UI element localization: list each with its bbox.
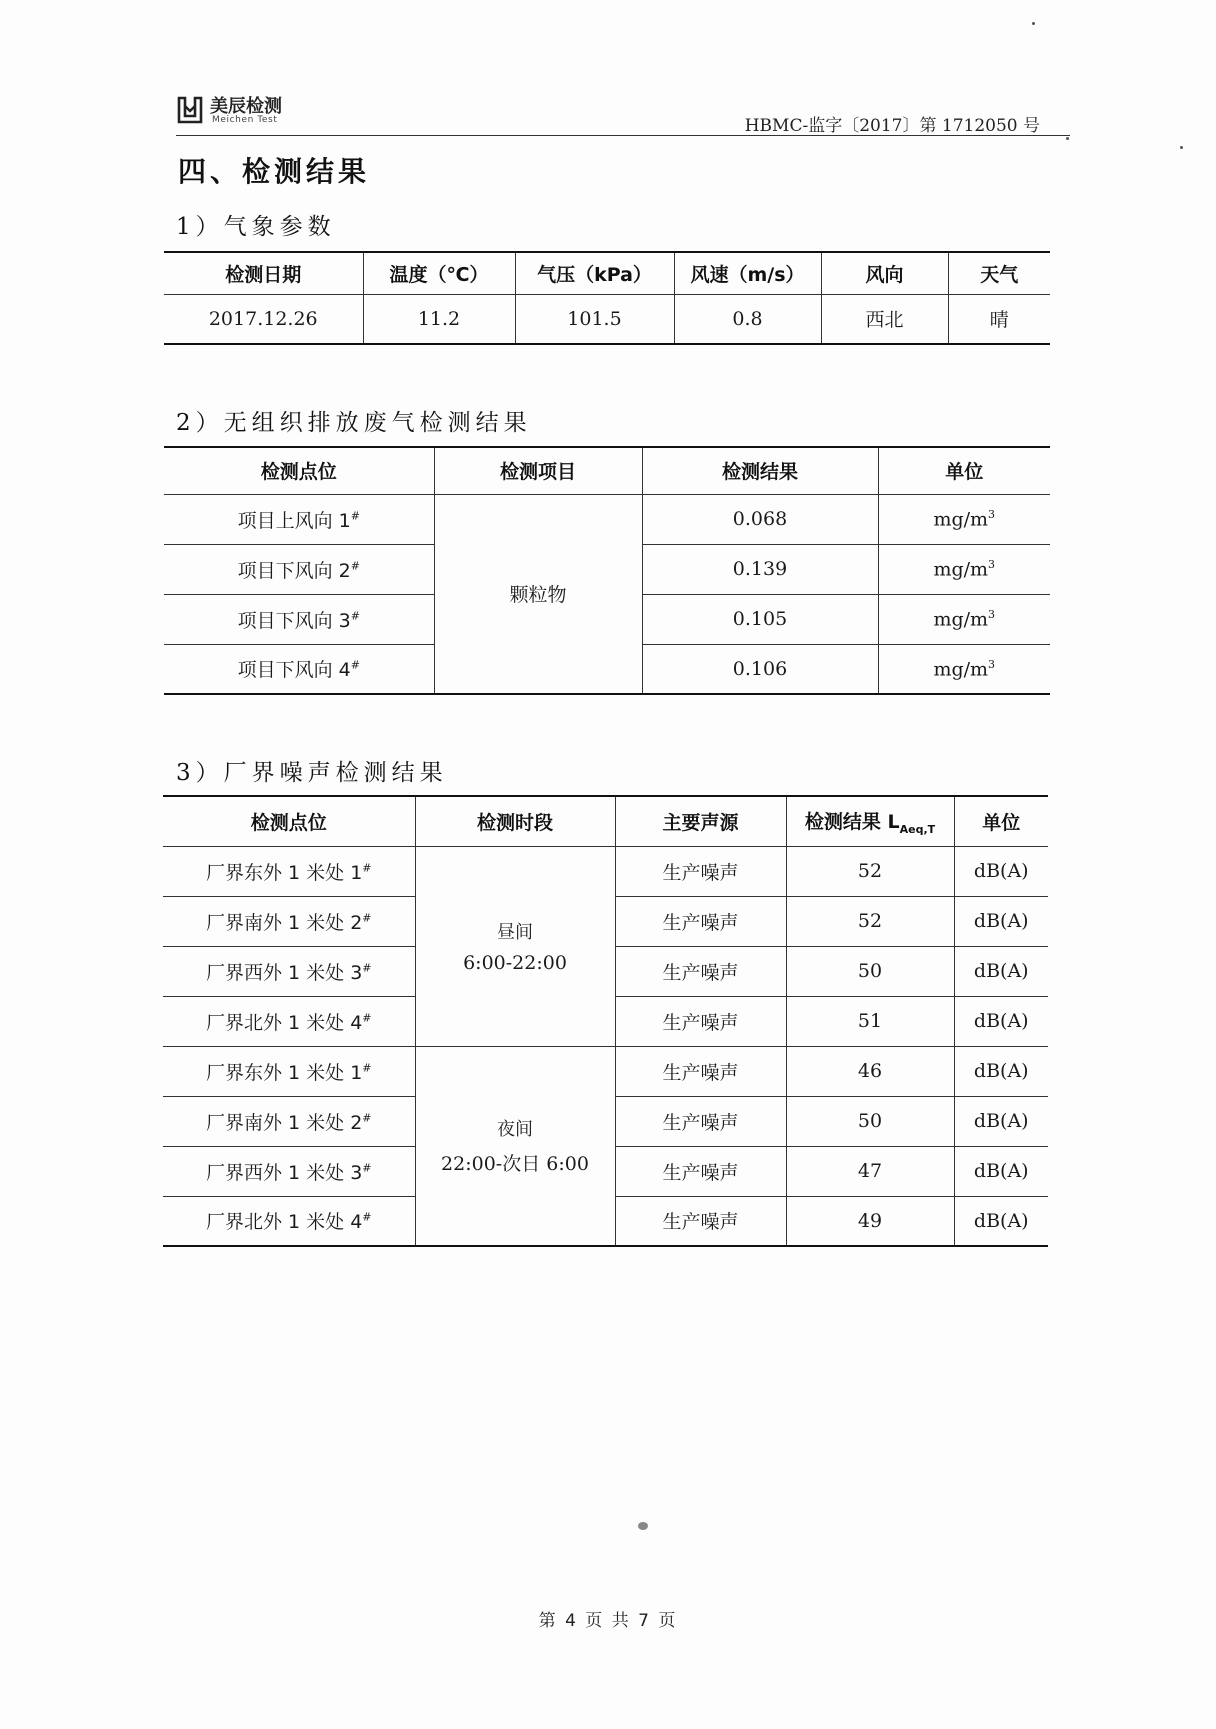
emission-point: 项目下风向 3# <box>164 594 434 644</box>
emission-header-unit: 单位 <box>878 447 1050 494</box>
night-period-label: 夜间 <box>497 1119 533 1141</box>
noise-result: 50 <box>786 946 954 996</box>
brand-logo <box>176 94 296 128</box>
noise-unit: dB(A) <box>954 996 1048 1046</box>
night-period-time: 22:00-次日 6:00 <box>441 1153 589 1176</box>
noise-result: 52 <box>786 846 954 896</box>
emission-result: 0.139 <box>642 544 878 594</box>
meteo-weather: 晴 <box>948 294 1050 344</box>
emission-result: 0.068 <box>642 494 878 544</box>
noise-unit: dB(A) <box>954 1046 1048 1096</box>
noise-source: 生产噪声 <box>615 1046 786 1096</box>
noise-result: 50 <box>786 1096 954 1146</box>
brand-mark-icon <box>176 94 204 126</box>
meteo-header-weather: 天气 <box>948 252 1050 294</box>
noise-result: 47 <box>786 1146 954 1196</box>
noise-period-night <box>415 1046 615 1246</box>
noise-header-unit: 单位 <box>954 796 1048 846</box>
brand-name-cn: 美辰检测 <box>210 96 282 117</box>
emission-header-point: 检测点位 <box>164 447 434 494</box>
day-period-time: 6:00-22:00 <box>463 952 567 974</box>
noise-header-source: 主要声源 <box>615 796 786 846</box>
section-title: 四、检测结果 <box>178 155 371 188</box>
noise-period-day <box>415 846 615 1046</box>
noise-source: 生产噪声 <box>615 1196 786 1246</box>
noise-result: 52 <box>786 896 954 946</box>
header-divider <box>176 135 1070 136</box>
noise-header-period: 检测时段 <box>415 796 615 846</box>
emission-point: 项目上风向 1# <box>164 494 434 544</box>
noise-point: 厂界东外 1 米处 1# <box>163 846 415 896</box>
noise-result: 51 <box>786 996 954 1046</box>
meteo-header-temperature: 温度（℃） <box>363 252 515 294</box>
page-number: 第 4 页 共 7 页 <box>538 1611 678 1631</box>
noise-table <box>163 795 1048 1247</box>
table-row <box>163 1046 1048 1096</box>
meteo-header-wind-speed: 风速（m/s） <box>674 252 821 294</box>
brand-name-en: Meichen Test <box>212 115 278 125</box>
noise-unit: dB(A) <box>954 896 1048 946</box>
emission-unit: $mg/m^3$ <box>878 494 1050 544</box>
meteo-title: 1）气象参数 <box>176 214 336 240</box>
day-period-label: 昼间 <box>497 922 533 943</box>
table-row <box>163 846 1048 896</box>
meteo-pressure: 101.5 <box>515 294 674 344</box>
noise-source: 生产噪声 <box>615 946 786 996</box>
noise-point: 厂界南外 1 米处 2# <box>163 896 415 946</box>
noise-title: 3）厂界噪声检测结果 <box>176 760 448 786</box>
emission-result: 0.106 <box>642 644 878 694</box>
meteo-header-wind-direction: 风向 <box>821 252 948 294</box>
emission-unit: $mg/m^3$ <box>878 544 1050 594</box>
noise-unit: dB(A) <box>954 1096 1048 1146</box>
meteo-date: 2017.12.26 <box>164 294 363 344</box>
emission-point: 项目下风向 4# <box>164 644 434 694</box>
noise-unit: dB(A) <box>954 846 1048 896</box>
noise-source: 生产噪声 <box>615 1096 786 1146</box>
noise-point: 厂界西外 1 米处 3# <box>163 1146 415 1196</box>
noise-point: 厂界南外 1 米处 2# <box>163 1096 415 1146</box>
noise-point: 厂界西外 1 米处 3# <box>163 946 415 996</box>
meteo-row <box>164 294 1050 344</box>
emission-table <box>164 446 1050 695</box>
noise-point: 厂界东外 1 米处 1# <box>163 1046 415 1096</box>
emission-result: 0.105 <box>642 594 878 644</box>
noise-source: 生产噪声 <box>615 996 786 1046</box>
emission-point: 项目下风向 2# <box>164 544 434 594</box>
emission-header-result: 检测结果 <box>642 447 878 494</box>
emission-item: 颗粒物 <box>434 494 642 694</box>
emission-unit: $mg/m^3$ <box>878 644 1050 694</box>
meteo-table <box>164 251 1050 345</box>
emission-header-item: 检测项目 <box>434 447 642 494</box>
scan-speck <box>1066 137 1069 140</box>
noise-result: 49 <box>786 1196 954 1246</box>
meteo-wind-direction: 西北 <box>821 294 948 344</box>
noise-header-result: 检测结果 $L_{Aeq,T}$ <box>786 796 954 846</box>
noise-unit: dB(A) <box>954 1146 1048 1196</box>
noise-point: 厂界北外 1 米处 4# <box>163 1196 415 1246</box>
scan-speck <box>638 1522 648 1530</box>
meteo-header-pressure: 气压（kPa） <box>515 252 674 294</box>
noise-source: 生产噪声 <box>615 1146 786 1196</box>
scan-speck <box>1032 22 1035 25</box>
document-number: HBMC-监字〔2017〕第 1712050 号 <box>744 116 1040 136</box>
noise-header-point: 检测点位 <box>163 796 415 846</box>
noise-unit: dB(A) <box>954 946 1048 996</box>
noise-point: 厂界北外 1 米处 4# <box>163 996 415 1046</box>
meteo-temperature: 11.2 <box>363 294 515 344</box>
noise-unit: dB(A) <box>954 1196 1048 1246</box>
noise-source: 生产噪声 <box>615 846 786 896</box>
table-row <box>164 494 1050 544</box>
noise-source: 生产噪声 <box>615 896 786 946</box>
meteo-header-date: 检测日期 <box>164 252 363 294</box>
emission-title: 2）无组织排放废气检测结果 <box>176 410 532 436</box>
emission-unit: $mg/m^3$ <box>878 594 1050 644</box>
noise-result: 46 <box>786 1046 954 1096</box>
scan-speck <box>1180 146 1183 149</box>
meteo-wind-speed: 0.8 <box>674 294 821 344</box>
